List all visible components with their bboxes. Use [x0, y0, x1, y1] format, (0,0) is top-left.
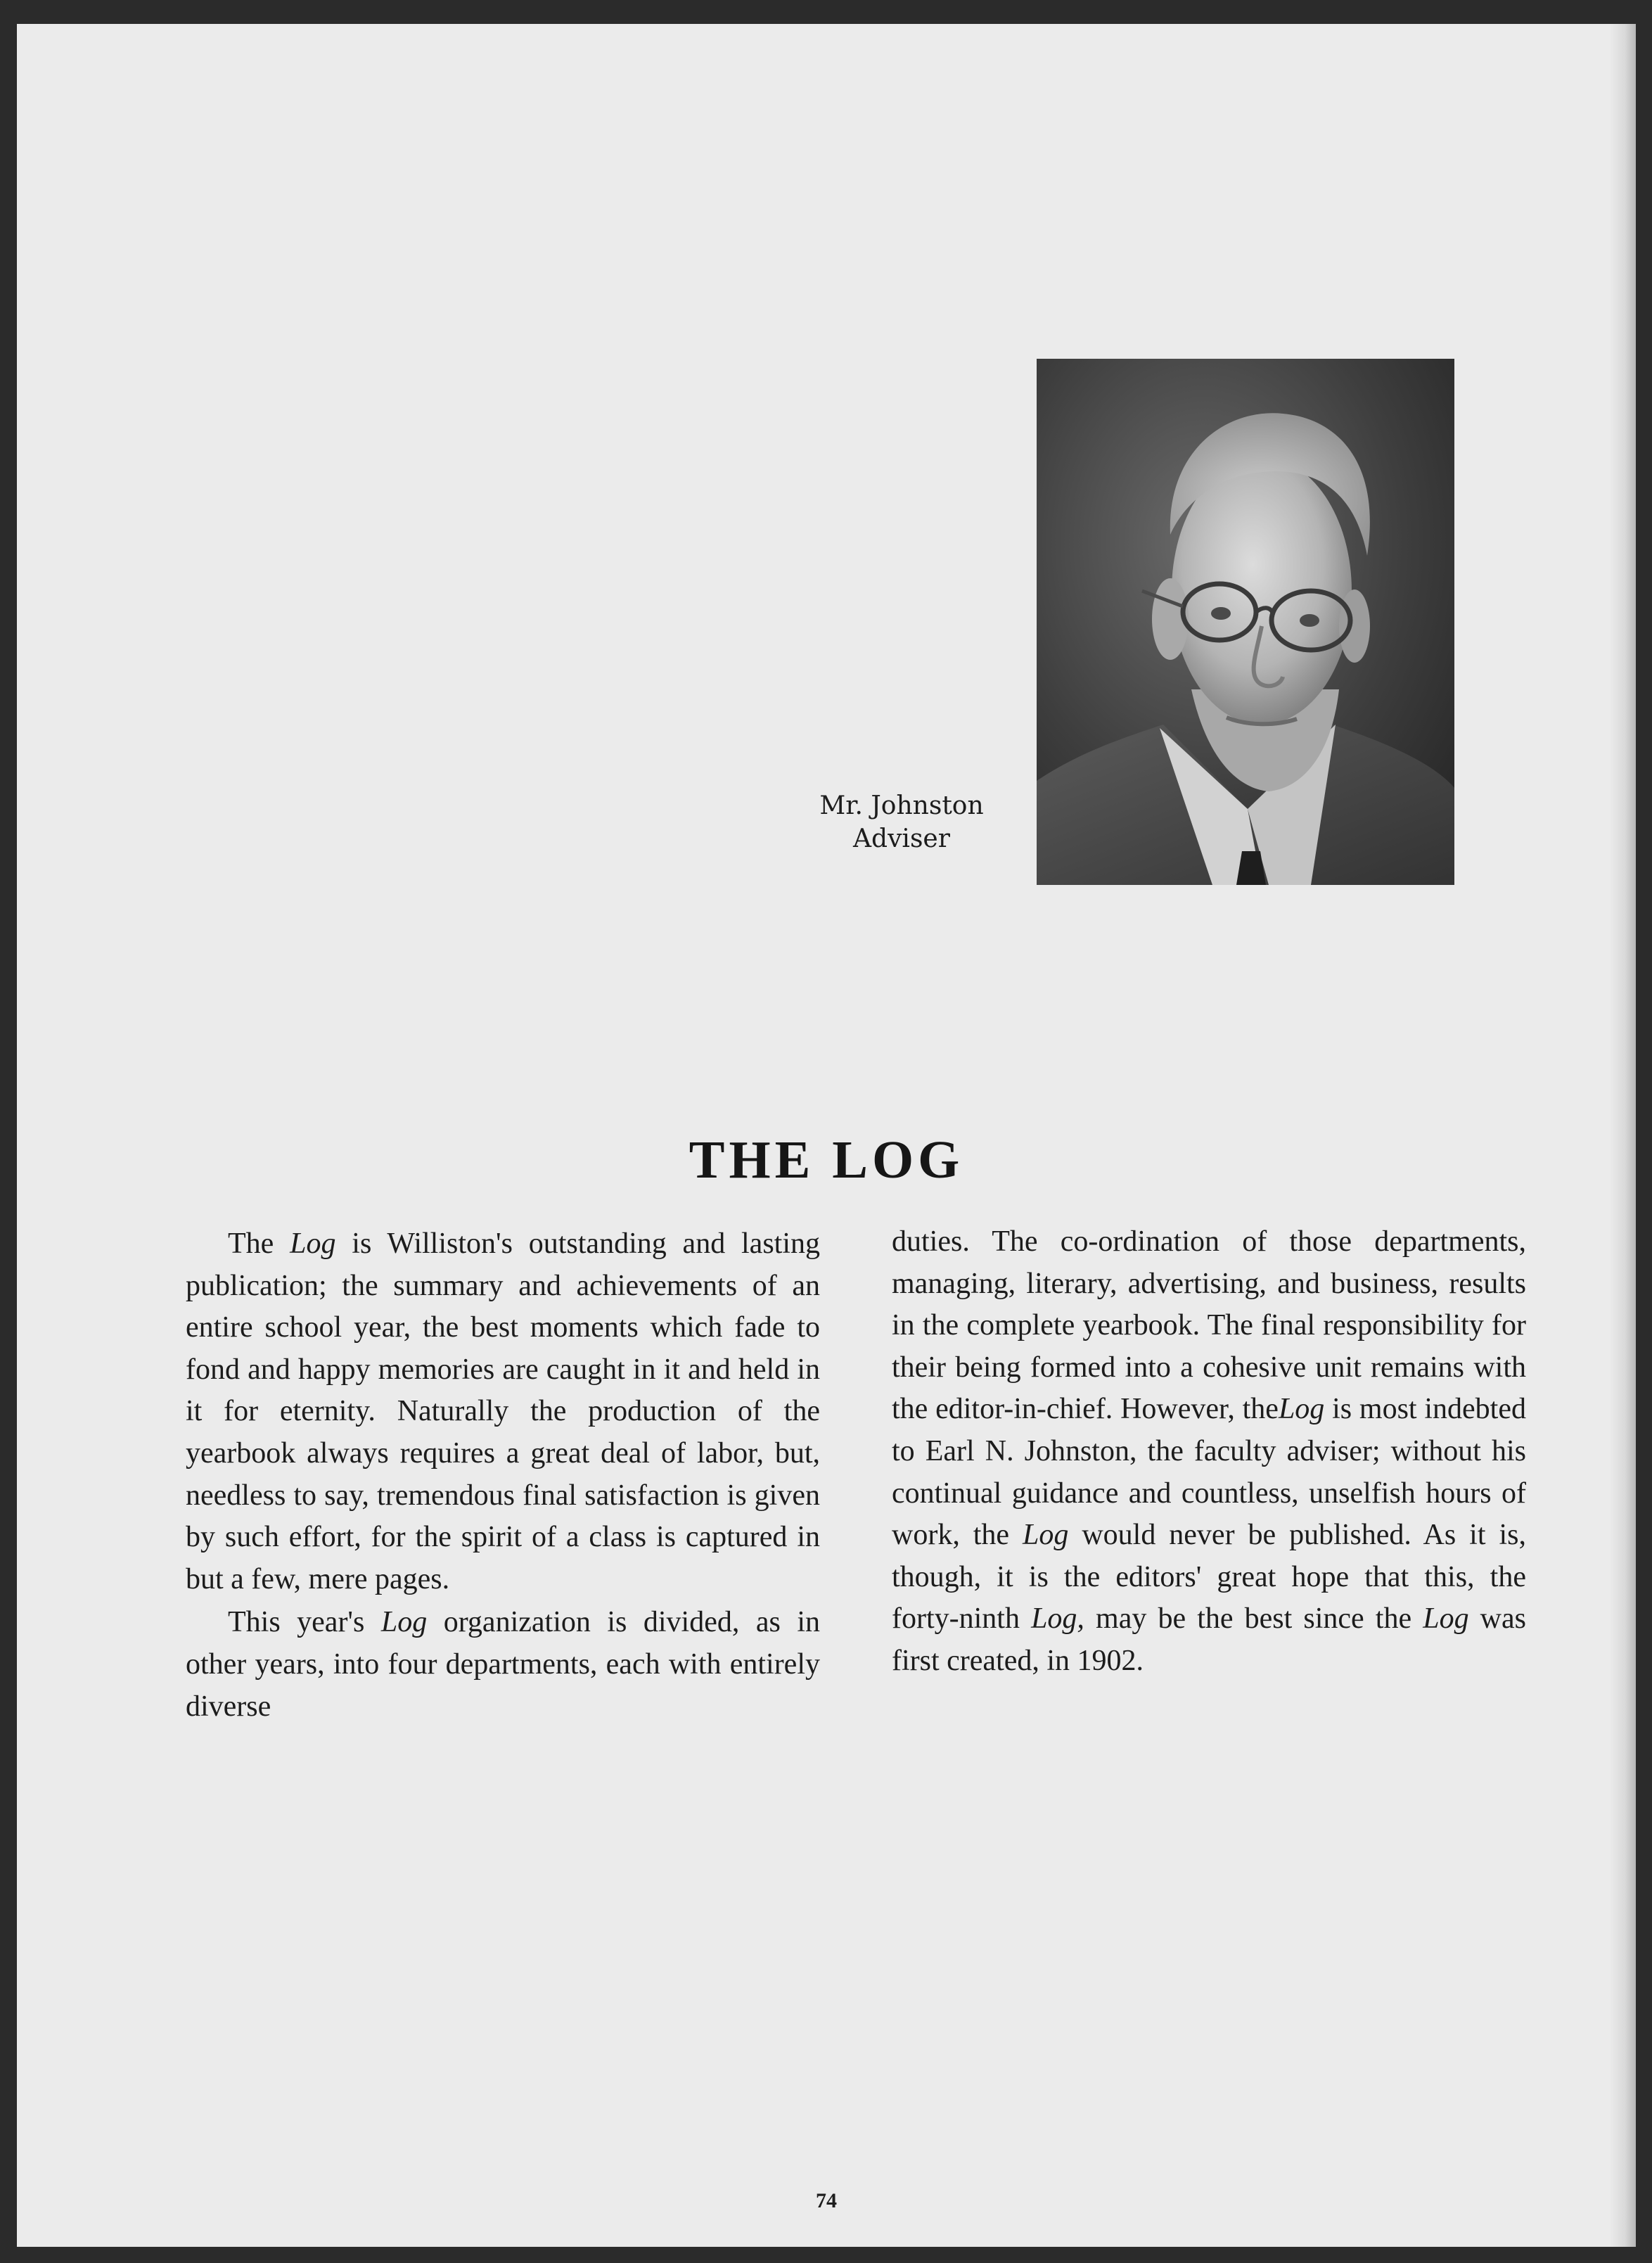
right-text-column	[892, 1221, 1526, 1683]
yearbook-page	[17, 24, 1636, 2247]
rc-text-2: is most indebted to Earl N. Johnston, the faculty adviser; without his continual guidance and countless, unselfish hours of work, the	[892, 1393, 1526, 1552]
p1-log-italic: Log	[290, 1228, 336, 1260]
rc-log-4: Log	[1423, 1602, 1469, 1636]
paragraph-1	[186, 1223, 820, 1600]
rc-log-1: Log	[1278, 1393, 1325, 1426]
page-title: THE LOG	[689, 1130, 964, 1190]
rc-text-3: would never be published. As it is, though, it is the editors' great hope that this, the forty-ninth	[892, 1519, 1526, 1636]
caption-role: Adviser	[853, 824, 950, 853]
rc-text-1: duties. The co-ordination of those departments, managing, literary, advertising, and business, results in the complete yearbook. The final responsibility for their being formed into a cohesive unit remains with the editor-in-chief. However, the	[892, 1225, 1526, 1426]
rc-text-4: may be the best since the	[1084, 1602, 1423, 1636]
left-text-column	[186, 1223, 820, 1728]
p2-body: organization is divided, as in other years, into four departments, each with entirely diverse	[186, 1606, 820, 1723]
adviser-portrait-photo	[1037, 359, 1454, 885]
p1-body: is Williston's outstanding and lasting publication; the summary and achievements of an entire school year, the best moments which fade to fond and happy memories are caught in it and held in it for eternity. Naturally the production of the yearbook always requires a great deal of labor, but, needless to say, tremendous final satisfaction is given by such effort, for the spirit of a class is captured in but a few, mere pages.	[186, 1228, 821, 1595]
photo-caption	[798, 789, 1006, 855]
p2-lead: This year's	[228, 1606, 381, 1639]
p1-lead: The	[228, 1228, 290, 1260]
rc-log-2: Log	[1023, 1519, 1069, 1552]
portrait-illustration	[1037, 359, 1454, 885]
rc-log-3: Log,	[1031, 1602, 1084, 1636]
caption-name: Mr. Johnston	[819, 791, 984, 820]
paragraph-2	[186, 1602, 820, 1728]
photo-right-ear	[1339, 589, 1370, 663]
p2-log-italic: Log	[380, 1606, 428, 1639]
page-number: 74	[816, 2189, 837, 2212]
paragraph-2-continued	[892, 1221, 1526, 1683]
rc-text-5: was first created, in 1902.	[892, 1602, 1527, 1677]
